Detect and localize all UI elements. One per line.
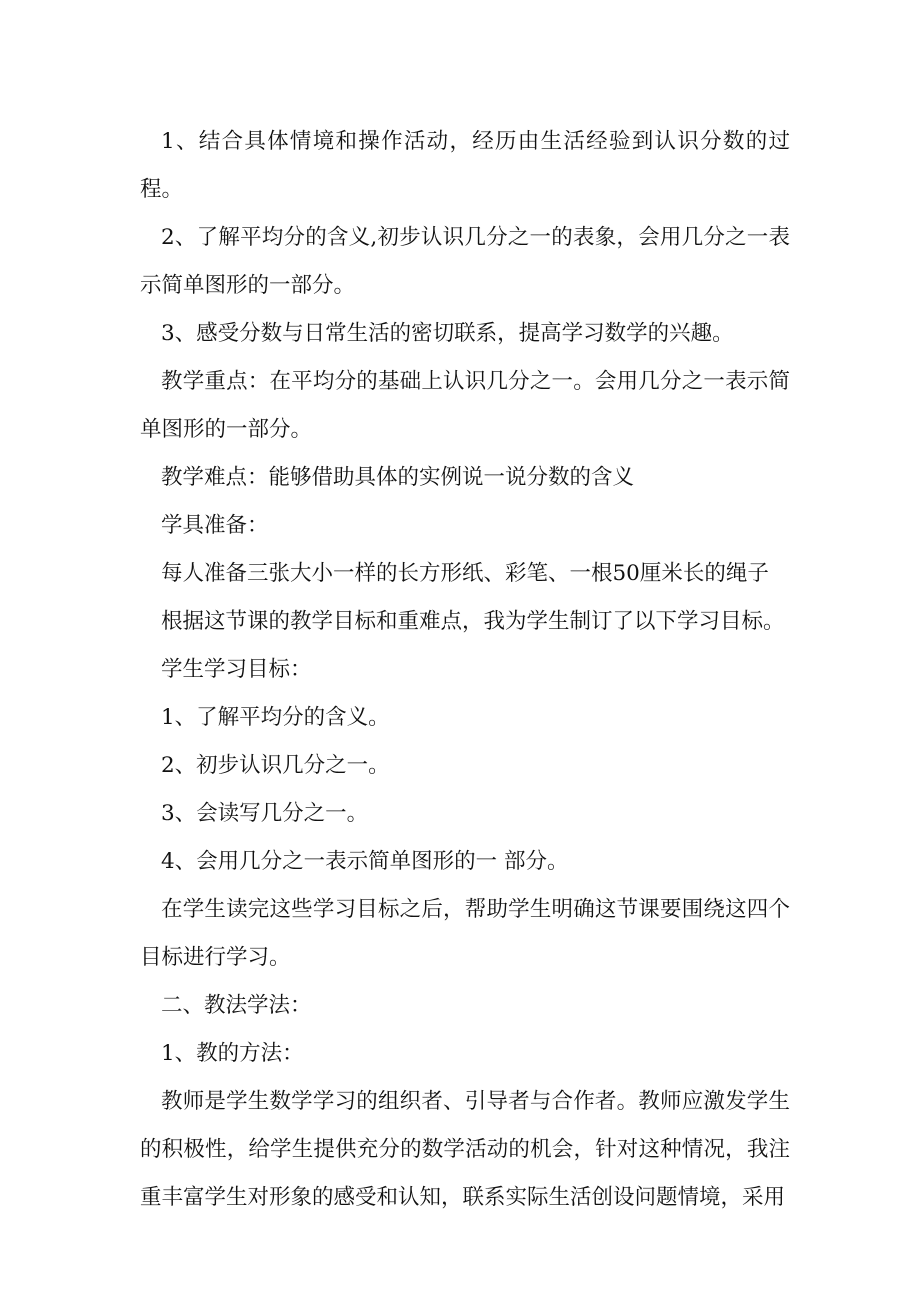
goals-intro: 根据这节课的教学目标和重难点，我为学生制订了以下学习目标。	[161, 609, 785, 634]
objective-1: 1、结合具体情境和操作活动，经历由生活经验到认识分数的过程。	[140, 129, 790, 202]
objective-2: 2、了解平均分的含义,初步认识几分之一的表象，会用几分之一表示简单图形的一部分。	[140, 225, 790, 298]
materials-heading: 学具准备：	[161, 513, 269, 538]
teaching-method-text: 教师是学生数学学习的组织者、引导者与合作者。教师应激发学生的积极性，给学生提供充分的数学活动的机会，针对这种情况，我注重丰富学生对形象的感受和认知，联系实际生活创设问题情境，采用	[140, 1089, 790, 1210]
teaching-difficulty: 教学难点：能够借助具体的实例说一说分数的含义	[161, 465, 635, 490]
document-body	[140, 118, 790, 1222]
goals-summary: 在学生读完这些学习目标之后，帮助学生明确这节课要围绕这四个目标进行学习。	[140, 897, 790, 970]
student-goal-1: 1、了解平均分的含义。	[161, 705, 390, 730]
materials-text: 每人准备三张大小一样的长方形纸、彩笔、一根50厘米长的绳子	[161, 561, 769, 586]
section-heading-methods: 二、教法学法：	[161, 993, 312, 1018]
student-goals-heading: 学生学习目标：	[161, 657, 312, 682]
student-goal-4: 4、会用几分之一表示简单图形的一 部分。	[161, 849, 569, 874]
student-goal-2: 2、初步认识几分之一。	[161, 753, 390, 778]
teaching-key-point: 教学重点：在平均分的基础上认识几分之一。会用几分之一表示简单图形的一部分。	[140, 369, 790, 442]
student-goal-3: 3、会读写几分之一。	[161, 801, 369, 826]
subheading-teaching-method: 1、教的方法：	[161, 1041, 304, 1066]
objective-3: 3、感受分数与日常生活的密切联系，提高学习数学的兴趣。	[161, 321, 734, 346]
